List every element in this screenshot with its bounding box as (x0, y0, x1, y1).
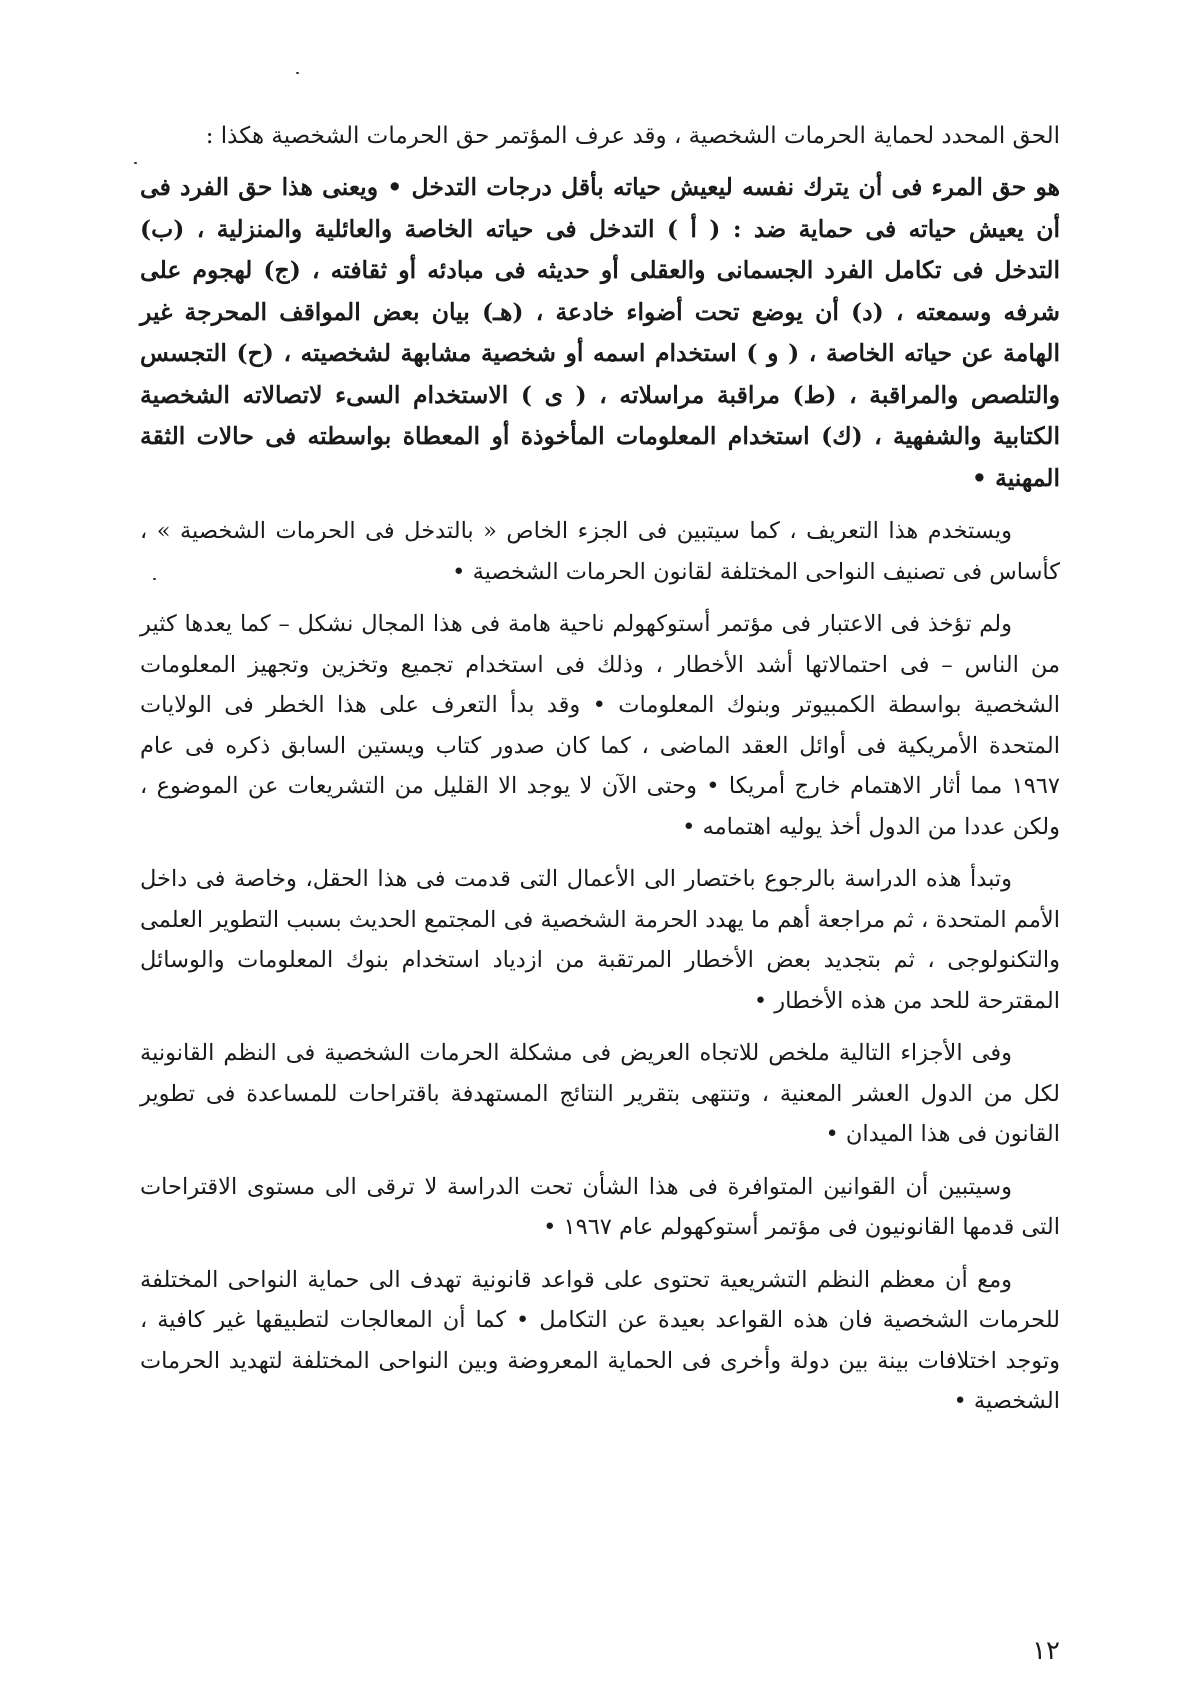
intro-paragraph: الحق المحدد لحماية الحرمات الشخصية ، وقد عرف المؤتمر حق الحرمات الشخصية هكذا : (205, 123, 1060, 149)
definition-quote: هو حق المرء فى أن يترك نفسه ليعيش حياته بأقل درجات التدخل • ويعنى هذا حق الفرد فى أن يعيش حياته فى حماية ضد : ( أ ) التدخل فى حياته الخاصة والعائلية والمنزلية ، (ب) التدخل فى تكامل الفرد الجسمانى والعقلى أو حديثه فى مبادئه أو ثقافته ، (ج) لهجوم على شرفه وسمعته ، (د) أن يوضع تحت أضواء خادعة ، (هـ) بيان بعض المواقف المحرجة غير الهامة عن حياته الخاصة ، ( و ) استخدام اسمه أو شخصية مشابهة لشخصيته ، (ح) التجسس والتلصص والمراقبة ، (ط) مراقبة مراسلاته ، ( ى ) الاستخدام السىء لاتصالاته الشخصية الكتابية والشفهية ، (ك) استخدام المعلومات المأخوذة أو المعطاة بواسطته فى حالات الثقة المهنية • (140, 173, 1060, 492)
scan-speck (134, 162, 137, 164)
document-page (140, 118, 1060, 1434)
body-paragraph-stockholm-proposals: وسيتبين أن القوانين المتوافرة فى هذا الشأن تحت الدراسة لا ترقى الى مستوى الاقتراحات التى قدمها القانونيون فى مؤتمر أستوكهولم عام ١٩٦٧ • (140, 1173, 1060, 1240)
body-paragraph-conclusion: ومع أن معظم النظم التشريعية تحتوى على قواعد قانونية تهدف الى حماية النواحى المختلفة للحرمات الشخصية فان هذه القواعد بعيدة عن التكامل • كما أن المعالجات لتطبيقها غير كافية ، وتوجد اختلافات بينة بين دولة وأخرى فى الحماية المعروضة وبين النواحى المختلفة لتهديد الحرمات الشخصية • (140, 1266, 1060, 1414)
scan-speck (296, 72, 299, 74)
scan-speck (153, 578, 156, 580)
page-number: ١٢ (1032, 1636, 1060, 1666)
body-paragraph-legal-systems: وفى الأجزاء التالية ملخص للاتجاه العريض فى مشكلة الحرمات الشخصية فى النظم القانونية لكل من الدول العشر المعنية ، وتنتهى بتقرير النتائج المستهدفة باقتراحات للمساعدة فى تطوير القانون فى هذا الميدان • (140, 1040, 1060, 1147)
body-paragraph-definition-usage: ويستخدم هذا التعريف ، كما سيتبين فى الجزء الخاص « بالتدخل فى الحرمات الشخصية » ، كأساس فى تصنيف النواحى المختلفة لقانون الحرمات الشخصية • (140, 518, 1060, 585)
body-paragraph-computer-risk: ولم تؤخذ فى الاعتبار فى مؤتمر أستوكهولم ناحية هامة فى هذا المجال نشكل – كما يعدها كثير من الناس – فى احتمالاتها أشد الأخطار ، وذلك فى استخدام تجميع وتخزين وتجهيز المعلومات الشخصية بواسطة الكمبيوتر وبنوك المعلومات • وقد بدأ التعرف على هذا الخطر فى الولايات المتحدة الأمريكية فى أوائل العقد الماضى ، كما كان صدور كتاب ويستين السابق ذكره فى عام ١٩٦٧ مما أثار الاهتمام خارج أمريكا • وحتى الآن لا يوجد الا القليل من التشريعات عن الموضوع ، ولكن عددا من الدول أخذ يوليه اهتمامه • (140, 611, 1060, 840)
body-paragraph-study-outline: وتبدأ هذه الدراسة بالرجوع باختصار الى الأعمال التى قدمت فى هذا الحقل، وخاصة فى داخل الأمم المتحدة ، ثم مراجعة أهم ما يهدد الحرمة الشخصية فى المجتمع الحديث بسبب التطوير العلمى والتكنولوجى ، ثم بتجديد بعض الأخطار المرتقبة من ازدياد استخدام بنوك المعلومات والوسائل المقترحة للحد من هذه الأخطار • (140, 866, 1060, 1014)
